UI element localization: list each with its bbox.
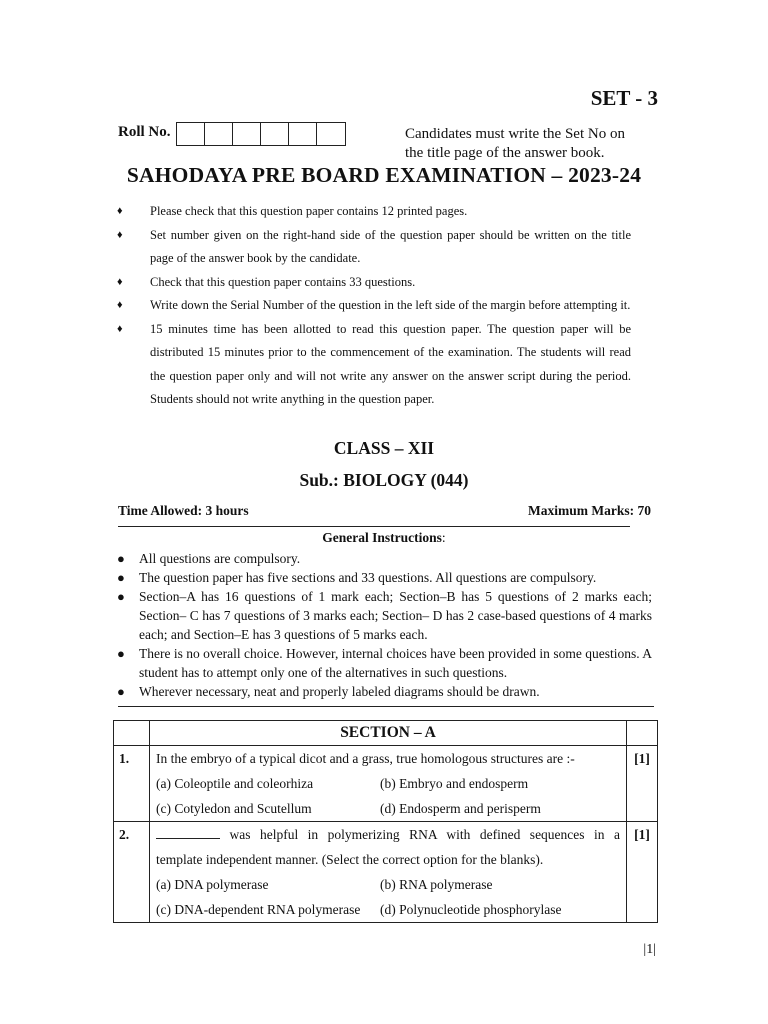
diamond-bullet-icon: ♦ bbox=[117, 299, 123, 311]
option-d: (d) Polynucleotide phosphorylase bbox=[380, 902, 562, 917]
diamond-bullet-icon: ♦ bbox=[117, 205, 123, 217]
roll-number-label: Roll No. bbox=[118, 124, 171, 140]
option-d: (d) Endosperm and perisperm bbox=[380, 801, 541, 816]
question-marks: [1] bbox=[627, 822, 658, 923]
candidate-note: Candidates must write the Set No on the title page of the answer book. bbox=[405, 126, 625, 161]
options-row bbox=[156, 897, 620, 922]
pre-instruction-item: ♦ 15 minutes time has been allotted to read this question paper. The question paper will be distributed 15 minutes prior to the commencement of the examination. The students will read the question paper only and will not write any answer on the answer script during the period. Students should not write anything in the question paper. bbox=[115, 318, 631, 412]
bullet-icon: ● bbox=[117, 646, 125, 661]
question-text: In the embryo of a typical dicot and a grass, true homologous structures are :- bbox=[156, 751, 575, 766]
roll-digit-box[interactable] bbox=[289, 123, 317, 145]
options-row bbox=[156, 771, 620, 796]
question-body bbox=[150, 746, 627, 822]
general-instructions-heading: General Instructions: bbox=[322, 530, 446, 545]
class-title: CLASS – XII bbox=[333, 438, 435, 458]
divider bbox=[118, 526, 630, 527]
divider bbox=[118, 706, 654, 707]
option-a: (a) Coleoptile and coleorhiza bbox=[156, 776, 314, 791]
pre-instructions-list bbox=[115, 200, 631, 412]
diamond-bullet-icon: ♦ bbox=[117, 275, 123, 288]
roll-digit-box[interactable] bbox=[261, 123, 289, 145]
bullet-icon: ● bbox=[117, 570, 125, 585]
roll-number-boxes[interactable] bbox=[176, 122, 346, 146]
section-header-row bbox=[114, 721, 658, 746]
maximum-marks: Maximum Marks: 70 bbox=[528, 503, 651, 518]
general-instruction-item: ● The question paper has five sections and 33 questions. All questions are compulsory. bbox=[117, 570, 597, 585]
section-title: SECTION – A bbox=[150, 721, 627, 746]
diamond-bullet-icon: ♦ bbox=[117, 322, 123, 335]
roll-digit-box[interactable] bbox=[205, 123, 233, 145]
bullet-icon: ● bbox=[117, 589, 125, 604]
pre-instruction-item: ♦ Please check that this question paper contains 12 printed pages. bbox=[115, 200, 631, 224]
question-body bbox=[150, 822, 627, 923]
question-number: 1. bbox=[114, 746, 150, 822]
page-number: |1| bbox=[643, 942, 656, 957]
option-c: (c) Cotyledon and Scutellum bbox=[156, 801, 312, 816]
question-number: 2. bbox=[114, 822, 150, 923]
roll-digit-box[interactable] bbox=[317, 123, 345, 145]
option-b: (b) RNA polymerase bbox=[380, 877, 493, 892]
questions-table bbox=[113, 720, 658, 923]
question-row bbox=[114, 822, 658, 923]
exam-title: SAHODAYA PRE BOARD EXAMINATION – 2023-24 bbox=[126, 163, 642, 187]
roll-digit-box[interactable] bbox=[177, 123, 205, 145]
pre-instruction-item: ♦ Set number given on the right-hand side of the question paper should be written on the title page of the answer book by the candidate. bbox=[115, 224, 631, 271]
general-instruction-item: ● All questions are compulsory. bbox=[117, 551, 301, 566]
general-instructions-list bbox=[117, 549, 652, 701]
roll-digit-box[interactable] bbox=[233, 123, 261, 145]
pre-instruction-item: ♦ Check that this question paper contains 33 questions. bbox=[115, 271, 631, 295]
time-marks-row bbox=[118, 503, 651, 519]
option-b: (b) Embryo and endosperm bbox=[380, 776, 529, 791]
bullet-icon: ● bbox=[117, 684, 125, 699]
option-c: (c) DNA-dependent RNA polymerase bbox=[156, 902, 361, 917]
set-label: SET - 3 bbox=[590, 86, 658, 110]
question-marks: [1] bbox=[627, 746, 658, 822]
subject-title: Sub.: BIOLOGY (044) bbox=[299, 470, 469, 490]
pre-instruction-item: ♦ Write down the Serial Number of the question in the left side of the margin before attempting it. bbox=[115, 294, 631, 318]
time-allowed: Time Allowed: 3 hours bbox=[118, 503, 249, 518]
option-a: (a) DNA polymerase bbox=[156, 877, 269, 892]
general-instruction-item: ● Section–A has 16 questions of 1 mark each; Section–B has 5 questions of 2 marks each; Section– C has 7 questions of 3 marks each; Section– D has 2 case-based questions of 4 marks each; and Section–E has 3 questions of 5 marks each. bbox=[117, 589, 652, 642]
options-row bbox=[156, 796, 620, 821]
answer-blank bbox=[156, 824, 220, 839]
general-instruction-item: ● There is no overall choice. However, internal choices have been provided in some questions. A student has to attempt only one of the alternatives in such questions. bbox=[117, 646, 652, 680]
options-row bbox=[156, 872, 620, 897]
diamond-bullet-icon: ♦ bbox=[117, 228, 123, 241]
question-text: was helpful in polymerizing RNA with defined sequences in a bbox=[156, 822, 620, 847]
question-text-continued: template independent manner. (Select the correct option for the blanks). bbox=[156, 852, 544, 867]
question-row bbox=[114, 746, 658, 822]
general-instruction-item: ● Wherever necessary, neat and properly labeled diagrams should be drawn. bbox=[117, 684, 540, 699]
bullet-icon: ● bbox=[117, 551, 125, 566]
